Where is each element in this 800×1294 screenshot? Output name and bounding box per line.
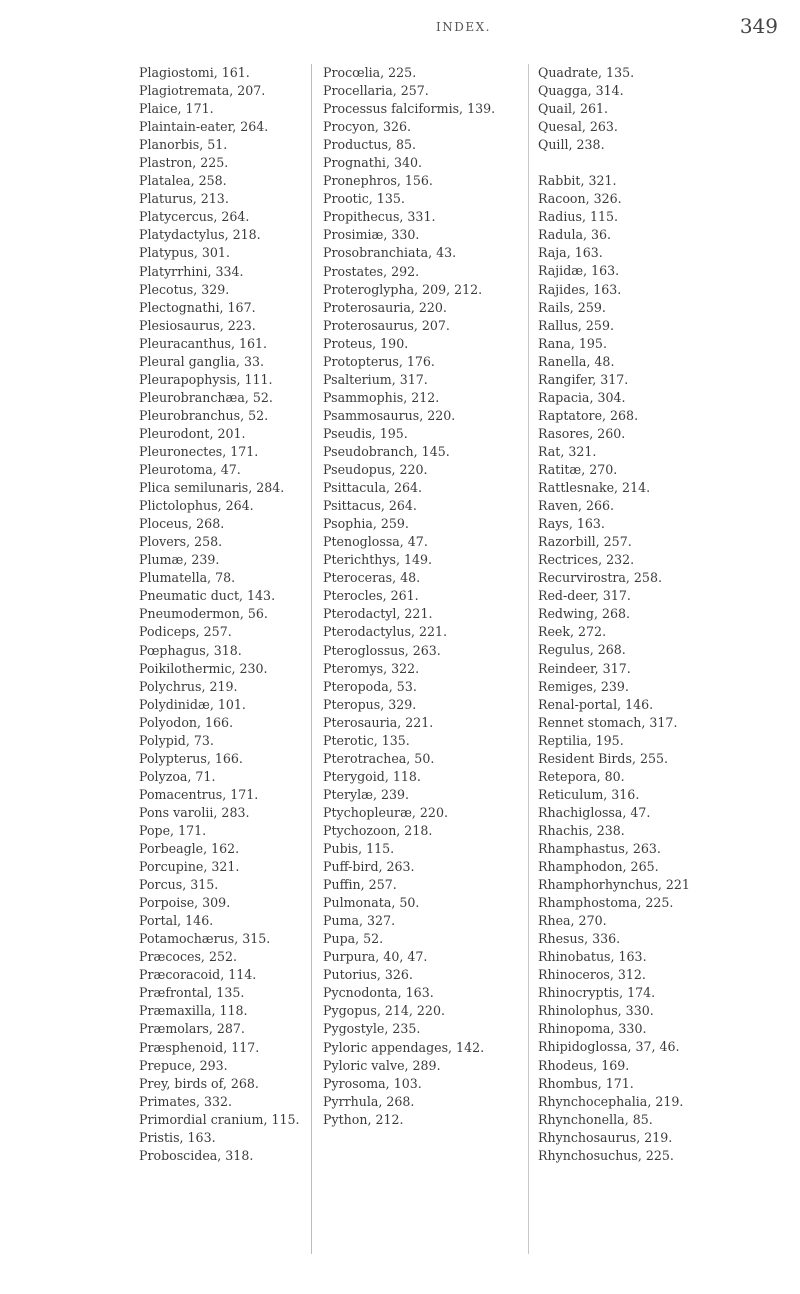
index-entry: Psammosaurus, 220.: [323, 407, 456, 423]
index-entry: Platyrrhini, 334.: [139, 263, 244, 279]
index-entry: Plagiostomi, 161.: [139, 65, 250, 80]
index-entry: Proterosaurus, 207.: [323, 317, 450, 333]
index-entry: Plictolophus, 264.: [139, 498, 254, 514]
index-entry: Puffin, 257.: [323, 877, 397, 893]
index-entry: Pteroceras, 48.: [323, 570, 421, 586]
index-entry: Proteus, 190.: [323, 335, 409, 351]
index-entry: Poikilothermic, 230.: [139, 660, 268, 676]
index-entry: Procyon, 326.: [323, 119, 411, 135]
index-entry: Platypus, 301.: [139, 245, 230, 261]
index-entry: Plastron, 225.: [139, 155, 229, 171]
index-entry: Rennet stomach, 317.: [538, 714, 678, 730]
index-entry: Plica semilunaris, 284.: [139, 480, 285, 496]
index-entry: Pneumodermon, 56.: [139, 606, 268, 622]
page-number: 349: [739, 14, 778, 38]
index-entry: Ptychopleuræ, 220.: [323, 804, 448, 820]
index-entry: Pteropus, 329.: [323, 696, 417, 712]
index-entry: Primordial cranium, 115.: [139, 1111, 300, 1127]
index-entry: Reek, 272.: [538, 624, 607, 640]
index-entry: Red-deer, 317.: [538, 588, 631, 604]
index-column-3: [528, 64, 796, 1254]
index-entry: Rectrices, 232.: [538, 552, 635, 568]
index-entry: Polypid, 73.: [139, 732, 214, 748]
index-entry: Psittacus, 264.: [323, 498, 417, 514]
index-entry: Prey, birds of, 268.: [139, 1075, 259, 1091]
index-entry: Rails, 259.: [538, 299, 606, 315]
index-entry: Porcupine, 321.: [139, 859, 240, 875]
index-entry: Reindeer, 317.: [538, 660, 631, 676]
index-entry: Prostates, 292.: [323, 263, 420, 279]
index-entry: Redwing, 268.: [538, 606, 631, 622]
index-entry: Rhinobatus, 163.: [538, 949, 647, 965]
index-entry: Plumatella, 78.: [139, 570, 236, 586]
index-entry: Quesal, 263.: [538, 119, 618, 135]
index-entry: Psammophis, 212.: [323, 389, 440, 405]
index-entry: Rhynchosuchus, 225.: [538, 1147, 674, 1163]
index-entry: Rajidæ, 163.: [538, 263, 620, 279]
index-entry: Regulus, 268.: [538, 642, 626, 658]
index-entry: Porcus, 315.: [139, 877, 219, 893]
running-title: INDEX.: [436, 20, 491, 34]
index-entry: Reptilia, 195.: [538, 732, 624, 748]
index-entry: Plesiosaurus, 223.: [139, 317, 256, 333]
index-entry: Rhynchosaurus, 219.: [538, 1129, 673, 1145]
index-entry: Raven, 266.: [538, 498, 615, 514]
index-entry: Productus, 85.: [323, 137, 416, 153]
index-entry: Rhinolophus, 330.: [538, 1003, 654, 1019]
index-entry: Pterosauria, 221.: [323, 714, 434, 730]
index-entry: Præmaxilla, 118.: [139, 1003, 248, 1019]
index-entry: Proterosauria, 220.: [323, 299, 447, 315]
index-entry: Rhodeus, 169.: [538, 1057, 630, 1073]
index-entry: Plaintain-eater, 264.: [139, 119, 269, 135]
index-entry: Pseudis, 195.: [323, 425, 408, 441]
index-entry: Prosimiæ, 330.: [323, 227, 420, 243]
index-entry: Potamochærus, 315.: [139, 931, 271, 947]
index-entry: Pteropoda, 53.: [323, 678, 417, 694]
index-entry: Pupa, 52.: [323, 931, 384, 947]
index-entry: Recurvirostra, 258.: [538, 570, 662, 586]
index-entry: Pterodactyl, 221.: [323, 606, 433, 622]
index-entry: Quadrate, 135.: [538, 65, 635, 80]
index-entry: Pterichthys, 149.: [323, 552, 432, 568]
index-entry: Pterodactylus, 221.: [323, 624, 448, 640]
index-entry: Polypterus, 166.: [139, 750, 243, 766]
index-entry: Rhombus, 171.: [538, 1075, 634, 1091]
index-entry: Rhamphostoma, 225.: [538, 895, 674, 911]
index-entry: Porbeagle, 162.: [139, 841, 240, 857]
index-entry: Pygopus, 214, 220.: [323, 1003, 445, 1019]
index-entry: Ranella, 48.: [538, 353, 615, 369]
index-entry: Rallus, 259.: [538, 317, 614, 333]
index-entry: Pronephros, 156.: [323, 173, 433, 189]
index-entry: Pterocles, 261.: [323, 588, 419, 604]
index-entry: Pyloric appendages, 142.: [323, 1039, 485, 1055]
index-entry: Pomacentrus, 171.: [139, 786, 259, 802]
index-entry: Pneumatic duct, 143.: [139, 588, 276, 604]
index-entry: Pœphagus, 318.: [139, 642, 242, 658]
index-entry: Quagga, 314.: [538, 83, 624, 99]
index-entry: Præcoces, 252.: [139, 949, 237, 965]
index-entry: Ptenoglossa, 47.: [323, 534, 428, 550]
index-entry: Proteroglypha, 209, 212.: [323, 281, 483, 297]
index-entry: Proboscidea, 318.: [139, 1147, 254, 1163]
index-entry: Platurus, 213.: [139, 191, 229, 207]
index-entry: Platydactylus, 218.: [139, 227, 261, 243]
index-entry: Polydinidæ, 101.: [139, 696, 246, 712]
index-entry: Purpura, 40, 47.: [323, 949, 428, 965]
index-entry: Pyrrhula, 268.: [323, 1093, 415, 1109]
index-entry: Pubis, 115.: [323, 841, 395, 857]
index-entry: Rhipidoglossa, 37, 46.: [538, 1039, 680, 1055]
index-entry: Rabbit, 321.: [538, 173, 617, 189]
index-entry: Puma, 327.: [323, 913, 396, 929]
index-entry: Platalea, 258.: [139, 173, 227, 189]
index-entry: Pleurobranchæa, 52.: [139, 389, 273, 405]
index-entry: Resident Birds, 255.: [538, 750, 668, 766]
index-entry: Reticulum, 316.: [538, 786, 640, 802]
index-entry: Procellaria, 257.: [323, 83, 429, 99]
index-entry: Rat, 321.: [538, 443, 597, 459]
index-entry: Ptychozoon, 218.: [323, 822, 433, 838]
index-entry: Retepora, 80.: [538, 768, 625, 784]
index-entry: Pleurapophysis, 111.: [139, 371, 273, 387]
index-entry: Rhamphodon, 265.: [538, 859, 659, 875]
index-entry: Plecotus, 329.: [139, 281, 230, 297]
index-entry: Rhamphastus, 263.: [538, 840, 661, 856]
index-entry: Quail, 261.: [538, 101, 609, 117]
index-column-1: [139, 64, 299, 1165]
index-entry: Psalterium, 317.: [323, 371, 428, 387]
index-entry: Prootic, 135.: [323, 191, 405, 207]
index-entry: Polychrus, 219.: [139, 678, 238, 694]
index-entry: Pterotrachea, 50.: [323, 750, 435, 766]
section-gap: [538, 154, 796, 172]
index-entry: Ploceus, 268.: [139, 516, 225, 532]
index-entry: Prepuce, 293.: [139, 1057, 228, 1073]
index-entry: Planorbis, 51.: [139, 137, 228, 153]
index-entry: Pleuracanthus, 161.: [139, 335, 268, 351]
index-entry: Rhinoceros, 312.: [538, 967, 646, 983]
index-entry: Plectognathi, 167.: [139, 299, 256, 315]
index-entry: Pygostyle, 235.: [323, 1021, 421, 1037]
index-entry: Rhachiglossa, 47.: [538, 804, 651, 820]
index-column-2: [311, 64, 536, 1254]
index-entry: Primates, 332.: [139, 1093, 232, 1109]
running-head: [0, 10, 800, 40]
index-entry: Pleuronectes, 171.: [139, 443, 259, 459]
index-entry: Radula, 36.: [538, 227, 612, 243]
index-entry: Python, 212.: [323, 1111, 404, 1127]
index-entry: Plagiotremata, 207.: [139, 83, 266, 99]
index-entry: Pleural ganglia, 33.: [139, 353, 264, 369]
index-entry: Protopterus, 176.: [323, 353, 435, 369]
index-entry: Pseudobranch, 145.: [323, 443, 450, 459]
index-entry: Prosobranchiata, 43.: [323, 245, 457, 261]
index-entry: Pleurodont, 201.: [139, 425, 246, 441]
index-entry: Rhamphorhynchus, 221: [538, 877, 690, 893]
index-entry: Racoon, 326.: [538, 191, 622, 207]
index-entry: Præsphenoid, 117.: [139, 1039, 260, 1055]
index-entry: Rattlesnake, 214.: [538, 480, 651, 496]
index-entry: Putorius, 326.: [323, 967, 413, 983]
index-entry: Pleurobranchus, 52.: [139, 407, 269, 423]
index-entry: Rhynchonella, 85.: [538, 1111, 653, 1127]
index-entry: Pseudopus, 220.: [323, 462, 428, 478]
index-entry: Pteromys, 322.: [323, 660, 420, 676]
index-entry: Remiges, 239.: [538, 678, 629, 694]
index-entry: Rhinopoma, 330.: [538, 1021, 647, 1037]
index-entry: Raptatore, 268.: [538, 407, 639, 423]
index-entry: Polyodon, 166.: [139, 714, 234, 730]
index-entry: Rhinocryptis, 174.: [538, 985, 656, 1001]
index-entry: Rhachis, 238.: [538, 822, 625, 838]
index-entry: Razorbill, 257.: [538, 534, 632, 550]
index-entry: Rasores, 260.: [538, 425, 626, 441]
index-entry: Renal-portal, 146.: [538, 696, 654, 712]
index-entry: Puff-bird, 263.: [323, 859, 415, 875]
index-entry: Portal, 146.: [139, 913, 214, 929]
index-entry: Platycercus, 264.: [139, 209, 250, 225]
index-entry: Rapacia, 304.: [538, 389, 626, 405]
index-entry: Porpoise, 309.: [139, 895, 231, 911]
index-entry: Plumæ, 239.: [139, 552, 220, 568]
index-entry: Præcoracoid, 114.: [139, 967, 257, 983]
index-entry: Pyloric valve, 289.: [323, 1057, 441, 1073]
index-entry: Ratitæ, 270.: [538, 461, 618, 477]
index-entry: Propithecus, 331.: [323, 209, 436, 225]
index-entry: Polyzoa, 71.: [139, 768, 216, 784]
index-entry: Psophia, 259.: [323, 516, 409, 532]
index-entry: Radius, 115.: [538, 209, 618, 225]
index-entry: Pope, 171.: [139, 822, 207, 838]
index-entry: Quill, 238.: [538, 137, 605, 153]
index-entry: Processus falciformis, 139.: [323, 101, 496, 117]
index-entry: Plovers, 258.: [139, 534, 223, 550]
index-entry: Pons varolii, 283.: [139, 804, 250, 820]
index-entry: Rhesus, 336.: [538, 931, 621, 947]
index-entry: Præmolars, 287.: [139, 1021, 245, 1037]
index-entry: Rhynchocephalia, 219.: [538, 1093, 684, 1109]
index-entry: Rajides, 163.: [538, 281, 622, 297]
index-entry: Pterylæ, 239.: [323, 786, 410, 802]
index-entry: Pleurotoma, 47.: [139, 462, 241, 478]
index-entry: Præfrontal, 135.: [139, 985, 245, 1001]
index-entry: Pycnodonta, 163.: [323, 985, 434, 1001]
index-entry: Pyrosoma, 103.: [323, 1075, 422, 1091]
index-entry: Psittacula, 264.: [323, 480, 423, 496]
index-entry: Pristis, 163.: [139, 1129, 216, 1145]
index-entry: Plaice, 171.: [139, 101, 214, 117]
index-entry: Pterygoid, 118.: [323, 768, 421, 784]
index-entry: Pteroglossus, 263.: [323, 642, 441, 658]
index-entry: Prognathi, 340.: [323, 155, 423, 171]
index-entry: Rays, 163.: [538, 516, 605, 532]
index-entry: Pterotic, 135.: [323, 732, 410, 748]
index-entry: Rana, 195.: [538, 335, 607, 351]
index-entry: Podiceps, 257.: [139, 624, 232, 640]
index-entry: Pulmonata, 50.: [323, 895, 420, 911]
index-entry: Raja, 163.: [538, 245, 603, 261]
index-entry: Rhea, 270.: [538, 913, 607, 929]
index-entry: Procœlia, 225.: [323, 65, 417, 80]
index-entry: Rangifer, 317.: [538, 371, 629, 387]
